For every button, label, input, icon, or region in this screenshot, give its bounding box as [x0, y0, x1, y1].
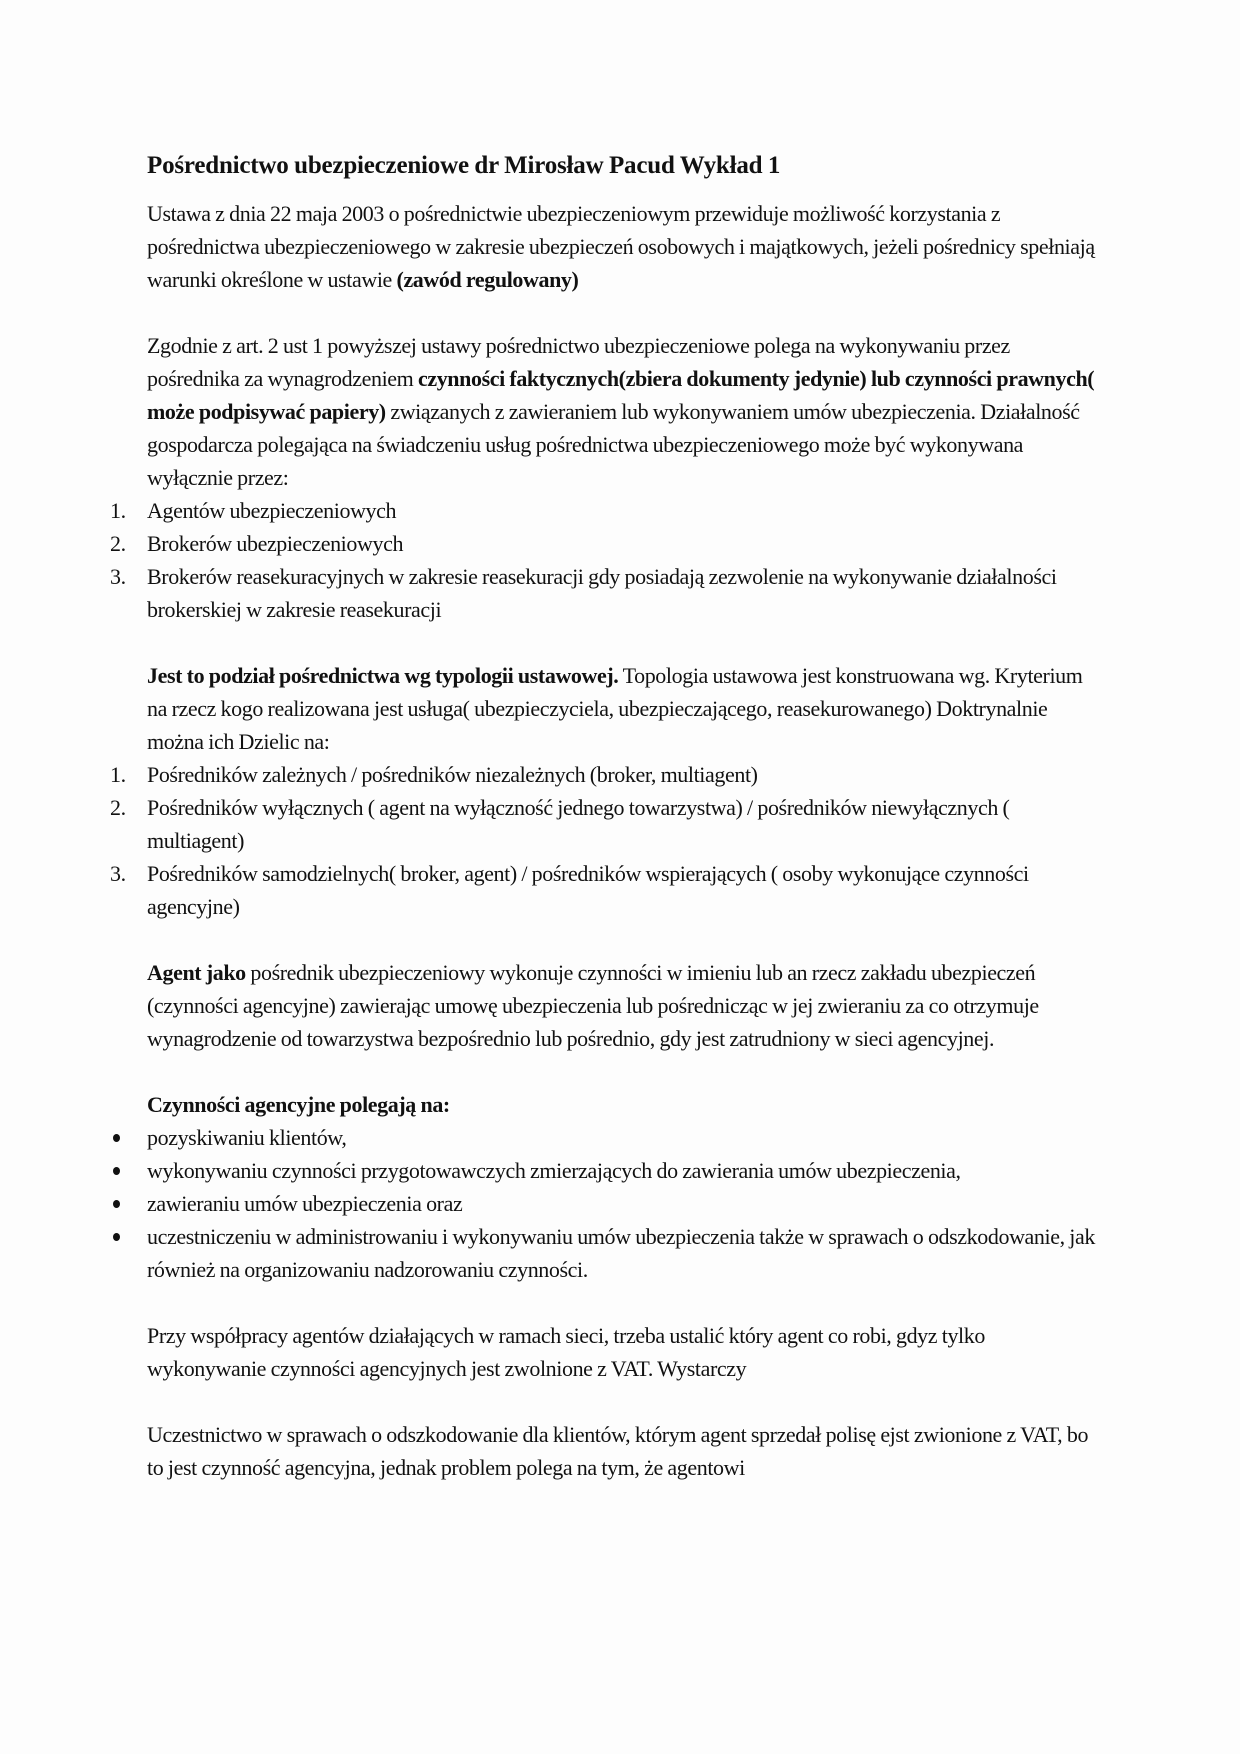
- paragraph-agency-heading: [147, 1088, 1097, 1121]
- list-item: 1. Agentów ubezpieczeniowych: [147, 494, 1097, 527]
- paragraph-intro: Ustawa z dnia 22 maja 2003 o pośrednictwie ubezpieczeniowym przewiduje możliwość korzystania z pośrednictwa ubezpieczeniowego w zakresie ubezpieczeń osobowych i majątkowych, jeżeli pośrednicy spełniają warunki określone w ustawie (zawód regulowany): [147, 201, 1095, 292]
- bold-phrase: Agent jako: [147, 960, 246, 985]
- paragraph-gap: [147, 1286, 1097, 1319]
- bold-phrase: Czynności agencyjne polegają na:: [147, 1092, 450, 1117]
- document-content: [110, 148, 1097, 1484]
- bold-phrase: czynności faktycznych(zbiera dokumenty jedynie) lub czynności prawnych( może podpisywać papiery): [147, 366, 1095, 424]
- bullet-icon: [113, 1134, 120, 1142]
- list-item: 2. Brokerów ubezpieczeniowych: [147, 527, 1097, 560]
- paragraph-agent: Agent jako pośrednik ubezpieczeniowy wykonuje czynności w imieniu lub an rzecz zakładu ubezpieczeń (czynności agencyjne) zawierając umowę ubezpieczenia lub pośrednicząc w jej zwieraniu za co otrzymuje wynagrodzenie od towarzystwa bezpośrednio lub pośrednio, gdy jest zatrudniony w sieci agencyjnej.: [147, 960, 1039, 1051]
- list-item: uczestniczeniu w administrowaniu i wykonywaniu umów ubezpieczenia także w sprawach o odszkodowanie, jak również na organizowaniu nadzorowaniu czynności.: [147, 1220, 1097, 1286]
- numbered-list-doctrinal: [110, 758, 1097, 923]
- list-number: 1.: [110, 498, 126, 523]
- bullet-icon: [113, 1200, 120, 1208]
- paragraph-claims-participation: Uczestnictwo w sprawach o odszkodowanie dla klientów, którym agent sprzedał polisę ejst zwionione z VAT, bo to jest czynność agencyjna, jednak problem polega na tym, że agentowi: [147, 1422, 1089, 1480]
- paragraph-network-cooperation: Przy współpracy agentów działających w ramach sieci, trzeba ustalić który agent co robi, gdyz tylko wykonywanie czynności agencyjnych jest zwolnione z VAT. Wystarczy: [147, 1323, 985, 1381]
- list-number: 1.: [110, 762, 126, 787]
- bold-phrase: Jest to podział pośrednictwa wg typologii ustawowej.: [147, 663, 619, 688]
- paragraph-gap: [147, 1385, 1097, 1418]
- document-title: Pośrednictwo ubezpieczeniowe dr Mirosław Pacud Wykład 1: [147, 152, 781, 179]
- list-item: 3. Brokerów reasekuracyjnych w zakresie reasekuracji gdy posiadają zezwolenie na wykonywanie działalności brokerskiej w zakresie reasekuracji: [147, 560, 1097, 626]
- bullet-icon: [113, 1233, 120, 1241]
- paragraph-art2: Zgodnie z art. 2 ust 1 powyższej ustawy pośrednictwo ubezpieczeniowe polega na wykonywaniu przez pośrednika za wynagrodzeniem czynności faktycznych(zbiera dokumenty jedynie) lub czynności prawnych( może podpisywać papiery) związanych z zawieraniem lub wykonywaniem umów ubezpieczenia. Działalność gospodarcza polegająca na świadczeniu usług pośrednictwa ubezpieczeniowego może być wykonywana wyłącznie przez:: [147, 333, 1095, 490]
- list-item: zawieraniu umów ubezpieczenia oraz: [147, 1187, 1097, 1220]
- list-item: 2. Pośredników wyłącznych ( agent na wyłączność jednego towarzystwa) / pośredników niewyłącznych ( multiagent): [147, 791, 1097, 857]
- list-number: 2.: [110, 531, 126, 556]
- paragraph-gap: [147, 1055, 1097, 1088]
- paragraph-gap: [147, 923, 1097, 956]
- numbered-list-intermediaries: [110, 494, 1097, 626]
- bullet-icon: [113, 1167, 120, 1175]
- list-item: wykonywaniu czynności przygotowawczych zmierzających do zawierania umów ubezpieczenia,: [147, 1154, 1097, 1187]
- list-item: pozyskiwaniu klientów,: [147, 1121, 1097, 1154]
- bulleted-list-agency-activities: [147, 1121, 1097, 1286]
- bold-phrase: (zawód regulowany): [396, 267, 579, 292]
- paragraph-gap: [147, 626, 1097, 659]
- list-number: 2.: [110, 795, 126, 820]
- list-number: 3.: [110, 564, 126, 589]
- paragraph-gap: [147, 296, 1097, 329]
- list-item: 1. Pośredników zależnych / pośredników niezależnych (broker, multiagent): [147, 758, 1097, 791]
- list-number: 3.: [110, 861, 126, 886]
- paragraph-typology: Jest to podział pośrednictwa wg typologii ustawowej. Topologia ustawowa jest konstruowana wg. Kryterium na rzecz kogo realizowana jest usługa( ubezpieczyciela, ubezpieczającego, reasekurowanego) Doktrynalnie można ich Dzielic na:: [147, 663, 1083, 754]
- list-item: 3. Pośredników samodzielnych( broker, agent) / pośredników wspierających ( osoby wykonujące czynności agencyjne): [147, 857, 1097, 923]
